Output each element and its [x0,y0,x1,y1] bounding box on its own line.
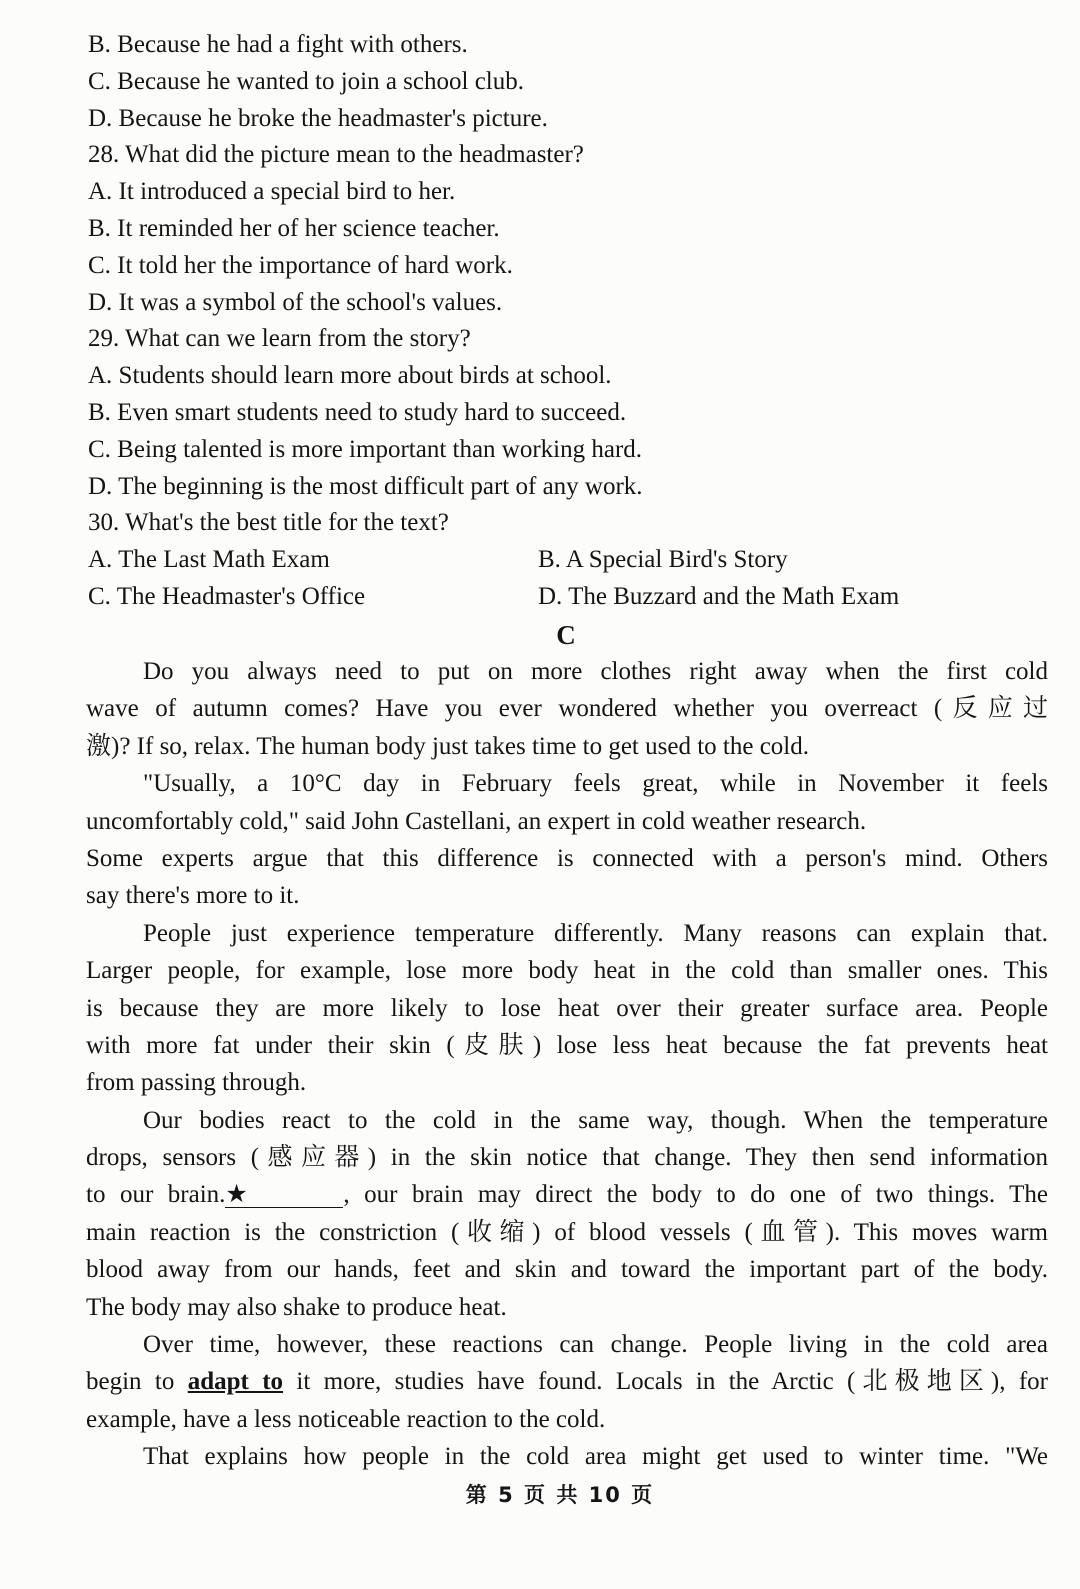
paragraph-5-line: Our bodies react to the cold in the same way, though. When the temperature [143,1106,1048,1134]
q28-option-c: C. It told her the importance of hard work. [88,251,513,279]
question-block [88,27,1048,616]
paragraph-1-line: wave of autumn comes? Have you ever wondered whether you overreact (反应过 [86,695,1048,723]
paragraph-2-line: "Usually, a 10°C day in February feels great, while in November it feels [143,770,1048,798]
q28-option-d: D. It was a symbol of the school's values. [88,288,503,316]
q29-option-c: C. Being talented is more important than working hard. [88,435,643,463]
q30-stem: 30. What's the best title for the text? [88,509,449,537]
q30-option-d: D. The Buzzard and the Math Exam [538,582,900,610]
q30-options-row-1 [88,542,1048,579]
paragraph-1-line: Do you always need to put on more clothes right away when the first cold [143,658,1048,685]
page-number: 第 5 页 共 10 页 [465,1483,655,1507]
paragraph-4-line: Larger people, for example, lose more body heat in the cold than smaller ones. This [86,957,1048,985]
paragraph-6-line-with-emphasis [86,1363,1048,1400]
paragraph-6-text: begin to [86,1368,188,1396]
section-heading: C [556,620,576,650]
q30-option-a: A. The Last Math Exam [88,546,330,574]
paragraph-3-line: say there's more to it. [86,882,300,910]
q28-stem: 28. What did the picture mean to the headmaster? [88,141,584,169]
paragraph-3-line: Some experts argue that this difference is connected with a person's mind. Others [86,844,1048,872]
paragraph-4-line: is because they are more likely to lose heat over their greater surface area. People [86,994,1048,1022]
star-blank: ★ [225,1183,343,1208]
q28-option-b: B. It reminded her of her science teacher. [88,214,500,242]
q27-option-b: B. Because he had a fight with others. [88,31,468,58]
paragraph-5-line: The body may also shake to produce heat. [86,1293,507,1321]
paragraph-4-line: from passing through. [86,1069,307,1097]
q27-option-d: D. Because he broke the headmaster's picture. [88,104,548,132]
paragraph-5-line-with-blank [86,1176,1048,1213]
paragraph-6-line: Over time, however, these reactions can change. People living in the cold area [143,1331,1048,1359]
paragraph-7-line: That explains how people in the cold area might get used to winter time. "We [143,1443,1048,1471]
paragraph-5-line: blood away from our hands, feet and skin and toward the important part of the body. [86,1256,1048,1284]
q29-option-a: A. Students should learn more about birds at school. [88,362,612,390]
paragraph-6-text: it more, studies have found. Locals in the Arctic (北极地区), for [283,1368,1049,1396]
paragraph-5-line: drops, sensors (感应器) in the skin notice that change. They then send information [86,1144,1048,1172]
reading-passage [86,653,1048,1476]
paragraph-5-line: main reaction is the constriction (收缩) of blood vessels (血管). This moves warm [86,1218,1048,1246]
paragraph-4-line: People just experience temperature differently. Many reasons can explain that. [143,919,1048,947]
q30-option-b: B. A Special Bird's Story [538,546,788,574]
paragraph-4-line: with more fat under their skin (皮肤) lose less heat because the fat prevents heat [86,1031,1048,1059]
paragraph-2-line: uncomfortably cold," said John Castellani, an expert in cold weather research. [86,807,867,835]
paragraph-6-line: example, have a less noticeable reaction to the cold. [86,1405,606,1433]
emphasized-phrase: adapt to [187,1368,284,1396]
q30-option-c: C. The Headmaster's Office [88,582,366,610]
q27-option-c: C. Because he wanted to join a school club. [88,67,524,95]
paragraph-5-text: to our brain. [86,1181,226,1209]
paragraph-5-text: , our brain may direct the body to do one of two things. The [343,1181,1048,1209]
paragraph-1-line: 激)? If so, relax. The human body just takes time to get used to the cold. [86,732,809,760]
q29-stem: 29. What can we learn from the story? [88,325,471,353]
q30-options-row-2 [88,579,1048,616]
q28-option-a: A. It introduced a special bird to her. [88,178,456,206]
q29-option-d: D. The beginning is the most difficult part of any work. [88,472,643,500]
q29-option-b: B. Even smart students need to study hard to succeed. [88,398,627,426]
